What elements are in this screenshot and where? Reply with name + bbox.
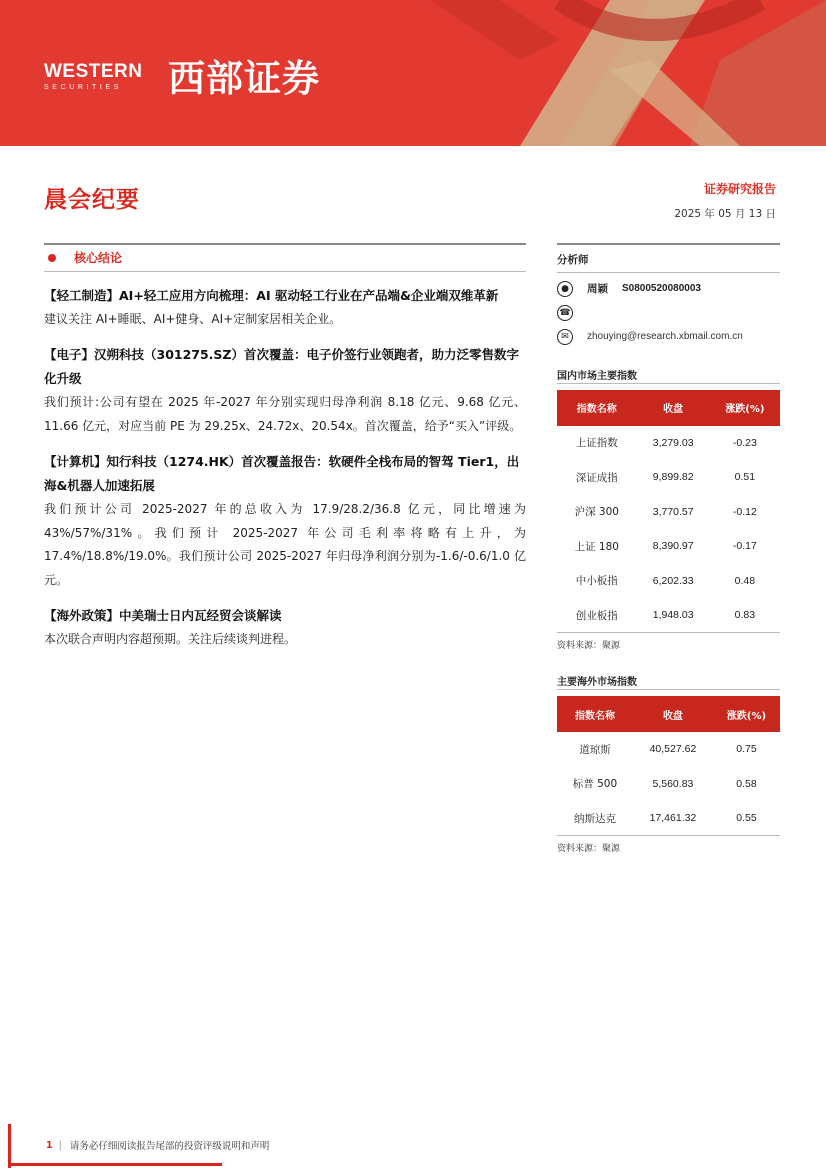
- page-title: 晨会纪要: [44, 186, 140, 213]
- report-type: 证券研究报告: [703, 182, 776, 196]
- person-icon: ●: [557, 281, 573, 297]
- index-change: 0.58: [736, 777, 757, 790]
- mail-icon: ✉: [557, 329, 573, 345]
- footer-separator: |: [58, 1139, 62, 1151]
- item-title: 【轻工制造】AI+轻工应用方向梳理：AI 驱动轻工行业在产品端&企业端双维革新: [44, 287, 499, 303]
- logo-english: WESTERN: [44, 61, 143, 82]
- analyst-label: 分析师: [557, 253, 589, 266]
- column-header: 涨跌(%): [710, 390, 780, 426]
- index-close: 6,202.33: [652, 574, 694, 587]
- index-close: 3,279.03: [652, 436, 694, 449]
- company-logo: [44, 62, 143, 91]
- list-item: [44, 284, 526, 332]
- column-header: 收盘: [633, 696, 713, 732]
- index-close: 3,770.57: [652, 505, 694, 518]
- footer-accent: [8, 1124, 11, 1168]
- index-close: 40,527.62: [649, 743, 697, 756]
- index-change: -0.23: [732, 436, 757, 449]
- overseas-table-title: 主要海外市场指数: [557, 677, 637, 688]
- index-close: 5,560.83: [652, 777, 694, 790]
- column-header: 指数名称: [557, 390, 637, 426]
- index-change: 0.51: [734, 471, 756, 484]
- domestic-table-title: 国内市场主要指数: [557, 370, 637, 382]
- overseas-index-table: [557, 696, 780, 836]
- email-row: [557, 325, 780, 349]
- index-name: 创业板指: [557, 598, 637, 633]
- index-name: 道琼斯: [579, 743, 611, 756]
- page-number: 1: [46, 1139, 53, 1151]
- phone-icon: ☎: [557, 305, 573, 321]
- index-change: 0.75: [736, 743, 757, 756]
- divider: [557, 689, 780, 690]
- analyst-row: [557, 277, 780, 301]
- index-name: 标普 500: [572, 778, 618, 791]
- index-name: 沪深 300: [574, 506, 619, 519]
- logo-chinese: 西部证券: [168, 57, 320, 100]
- section-title: 核心结论: [74, 251, 123, 265]
- item-body: 本次联合声明内容超预期。关注后续谈判进程。: [44, 632, 297, 646]
- item-title: 【海外政策】中美瑞士日内瓦经贸会谈解读: [44, 608, 282, 623]
- table-header-row: [557, 390, 780, 426]
- table-row: [557, 732, 780, 767]
- column-header: 涨跌(%): [713, 696, 780, 732]
- sidebar: [557, 243, 780, 854]
- divider: [557, 383, 780, 384]
- index-close: 1,948.03: [637, 598, 710, 633]
- index-name: 中小板指: [575, 575, 618, 588]
- report-date: 2025 年 05 月 13 日: [674, 208, 776, 220]
- footer-disclaimer: 请务必仔细阅读报告尾部的投资评级说明和声明: [69, 1141, 270, 1152]
- index-close: 9,899.82: [652, 471, 694, 484]
- index-change: -0.17: [732, 540, 757, 553]
- table-source: 资料来源：聚源: [557, 641, 621, 651]
- item-body: 我们预计:公司有望在 2025 年-2027 年分别实现归母净利润 8.18 亿元、9.68 亿元、11.66 亿元，对应当前 PE 为 29.25x、24.72x、20.54x。首次覆盖，给予“买入”评级。: [44, 395, 526, 433]
- divider: [44, 271, 526, 272]
- table-row: [557, 564, 780, 599]
- analyst-name: 周颖: [587, 283, 608, 295]
- index-close: 17,461.32: [633, 801, 713, 836]
- index-close: 8,390.97: [652, 540, 694, 553]
- item-body: 我们预计公司 2025-2027 年的总收入为 17.9/28.2/36.8 亿元，同比增速为 43%/57%/31%。我们预计 2025-2027 年公司毛利率将略有上升，为 17.4%/18.8%/19.0%。我们预计公司 2025-2027 年归母净利润分别为-1.6/-0.6/1.0 亿元。: [44, 502, 526, 587]
- table-row: [557, 460, 780, 495]
- index-name: 纳斯达克: [557, 801, 633, 836]
- logo-subtitle: SECURITIES: [44, 84, 123, 91]
- list-item: [44, 450, 526, 592]
- table-header-row: [557, 696, 780, 732]
- index-change: 0.55: [713, 801, 780, 836]
- analyst-email[interactable]: zhouying@research.xbmail.com.cn: [587, 331, 743, 342]
- index-name: 上证指数: [575, 437, 618, 450]
- table-row: [557, 598, 780, 633]
- index-change: 0.83: [710, 598, 780, 633]
- domestic-index-table: [557, 390, 780, 634]
- list-item: [44, 604, 526, 652]
- main-content: [44, 243, 526, 652]
- item-body: 建议关注 AI+睡眠、AI+健身、AI+定制家居相关企业。: [44, 311, 342, 326]
- footer-accent: [8, 1163, 222, 1166]
- bullet-icon: [48, 254, 56, 262]
- section-header: [44, 245, 526, 271]
- column-header: 指数名称: [557, 696, 633, 732]
- index-name: 上证 180: [574, 540, 619, 553]
- table-row: [557, 529, 780, 564]
- index-change: -0.12: [732, 505, 757, 518]
- item-title: 【计算机】知行科技（1274.HK）首次覆盖报告：软硬件全栈布局的智驾 Tier1，出海&机器人加速拓展: [44, 454, 520, 493]
- table-row: [557, 495, 780, 530]
- table-source: 资料来源：聚源: [557, 844, 621, 854]
- item-title: 【电子】汉朔科技（301275.SZ）首次覆盖：电子价签行业领跑者，助力泛零售数字化升级: [44, 347, 520, 386]
- index-name: 深证成指: [575, 471, 618, 484]
- analyst-cert: S0800520080003: [622, 283, 701, 294]
- footer: [46, 1138, 269, 1152]
- index-change: 0.48: [734, 574, 756, 587]
- column-header: 收盘: [637, 390, 710, 426]
- table-row: [557, 426, 780, 461]
- table-row: [557, 767, 780, 802]
- table-row: [557, 801, 780, 836]
- header-banner: [0, 0, 826, 146]
- list-item: [44, 343, 526, 438]
- phone-row: [557, 301, 780, 325]
